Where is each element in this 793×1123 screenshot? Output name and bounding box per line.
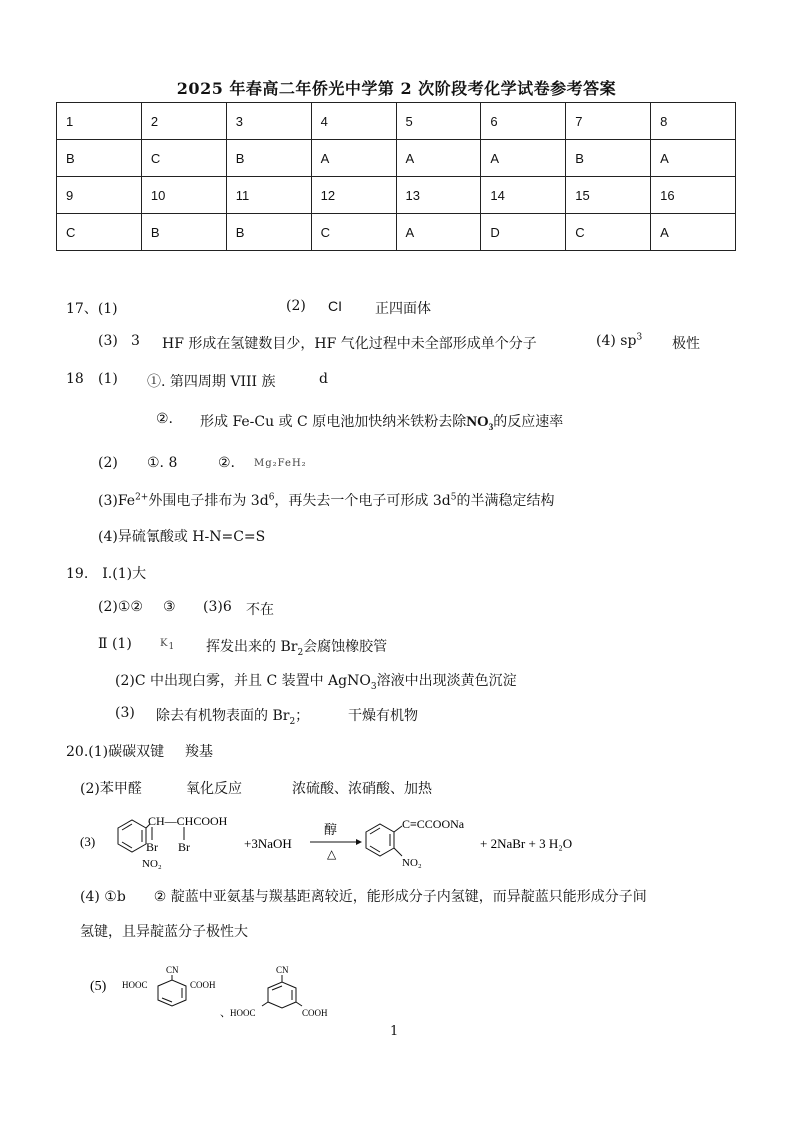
q18-formula: Mg₂FeH₂ xyxy=(254,458,307,469)
condition-alcohol: 醇 xyxy=(324,822,338,837)
q17-part3-explanation: HF 形成在氢键数目少，HF 气化过程中未全部形成单个分子 xyxy=(162,336,537,352)
q20-part2-a: (2)苯甲醛 xyxy=(80,781,142,797)
question-number-cell: 14 xyxy=(481,177,566,214)
q20-reaction-equation xyxy=(76,812,596,878)
q19-ii-part2: (2)C 中出现白雾，并且 C 装置中 AgNO$_3$溶液中出现淡黄色沉淀 xyxy=(115,673,517,692)
page-title: 2025 年春高二年侨光中学第 2 次阶段考化学试卷参考答案 xyxy=(176,79,617,98)
q17-label: 17、(1) xyxy=(66,301,118,317)
answer-cell: D xyxy=(481,214,566,251)
q19-ii-part3-label: (3) xyxy=(115,705,135,721)
answer-cell: A xyxy=(396,140,481,177)
m2-carboxyl-right: COOH xyxy=(302,1008,328,1018)
answer-cell: A xyxy=(481,140,566,177)
q18-block: d xyxy=(319,371,328,387)
answer-cell: B xyxy=(566,140,651,177)
question-number-row xyxy=(57,177,736,214)
question-number-cell: 7 xyxy=(566,103,651,140)
question-number-cell: 4 xyxy=(311,103,396,140)
answer-cell: B xyxy=(141,214,226,251)
answer-row xyxy=(57,214,736,251)
question-number-cell: 13 xyxy=(396,177,481,214)
q20-part4-line1: (4) ①b ② 靛蓝中亚氨基与羰基距离较近，能形成分子内氢键，而异靛蓝只能形成分子间 xyxy=(80,889,647,905)
q19-ii-label: Ⅱ (1) xyxy=(98,636,132,652)
q19-ii-part3-answer: 除去有机物表面的 $Br_2$； xyxy=(156,708,310,727)
question-number-cell: 10 xyxy=(141,177,226,214)
q20-part5-structures xyxy=(86,960,356,1024)
answer-cell: A xyxy=(396,214,481,251)
question-number-cell: 8 xyxy=(651,103,736,140)
q18-period-group: ①. 第四周期 VIII 族 xyxy=(147,374,276,390)
m2-cyano: CN xyxy=(276,965,289,975)
q20-part3-label: (3) xyxy=(80,834,96,849)
answer-row xyxy=(57,140,736,177)
q17-part3-label: (3) xyxy=(98,333,118,349)
question-number-cell: 5 xyxy=(396,103,481,140)
q17-shape: 正四面体 xyxy=(375,301,431,317)
page-number: 1 xyxy=(390,1024,399,1039)
q17-polarity: 极性 xyxy=(672,336,700,352)
m1-cyano: CN xyxy=(166,965,179,975)
answer-cell: B xyxy=(57,140,142,177)
q18-part2-answer1: ①. 8 xyxy=(147,455,178,471)
q20-part1: 20.(1)碳碳双键 xyxy=(66,744,165,760)
q20-part4-line2: 氢键，且异靛蓝分子极性大 xyxy=(80,924,248,940)
q19-part2-answer-b: ③ xyxy=(163,599,176,615)
answer-cell: C xyxy=(566,214,651,251)
question-number-cell: 16 xyxy=(651,177,736,214)
q19-valve: $K_1$ xyxy=(160,638,176,652)
question-number-cell: 1 xyxy=(57,103,142,140)
q17-part4-label: (4) $sp^3$ xyxy=(596,332,643,349)
question-number-cell: 2 xyxy=(141,103,226,140)
q20-part1-b: 羧基 xyxy=(185,744,213,760)
q19-part3-answer: (3)6 xyxy=(203,599,232,615)
question-number-row xyxy=(57,103,736,140)
question-number-cell: 11 xyxy=(226,177,311,214)
q18-part3: $(3)Fe^{2+}$外围电子排布为 $3d^6$，再失去一个电子可形成 $3d^5$的半满稳定结构 xyxy=(98,492,555,509)
reactant-bromine-1: Br xyxy=(146,840,158,854)
product-side-chain: C≡CCOONa xyxy=(402,817,465,831)
question-number-cell: 12 xyxy=(311,177,396,214)
answer-cell: A xyxy=(651,214,736,251)
q18-sub2-answer: 形成 Fe-Cu 或 C 原电池加快纳米铁粉去除$NO_3$的反应速率 xyxy=(200,414,564,432)
question-number-cell: 15 xyxy=(566,177,651,214)
other-products: + 2NaBr + 3 H₂O xyxy=(480,836,573,851)
q18-part1-label: (1) xyxy=(98,371,118,387)
q20-part2-b: 氧化反应 xyxy=(186,781,242,797)
answer-cell: A xyxy=(311,140,396,177)
q19-part3-answer-b: 不在 xyxy=(246,602,274,618)
q17-part2-answer: CI xyxy=(328,298,342,314)
answer-table xyxy=(56,102,736,251)
q20-part5-label: (5) xyxy=(90,979,107,994)
q19-ii-part3-answer-b: 干燥有机物 xyxy=(348,708,418,724)
q17-part2-label: (2) xyxy=(286,298,306,314)
answer-cell: B xyxy=(226,140,311,177)
m2-carboxyl-left: HOOC xyxy=(230,1008,256,1018)
answer-cell: C xyxy=(141,140,226,177)
nitrate-formula: $NO_3$ xyxy=(466,414,494,432)
reactant-side-chain: CH—CHCOOH xyxy=(148,814,228,828)
q18-part2-answer2-label: ②. xyxy=(218,455,236,471)
reactant-bromine-2: Br xyxy=(178,840,190,854)
reactant-nitro: NO₂ xyxy=(142,858,162,870)
q20-part2-c: 浓硫酸、浓硝酸、加热 xyxy=(292,781,432,797)
q19-part1: 19. Ⅰ.(1)大 xyxy=(66,566,147,582)
q18-label: 18 xyxy=(66,371,84,387)
question-number-cell: 3 xyxy=(226,103,311,140)
answer-cell: C xyxy=(311,214,396,251)
m1-carboxyl-right: COOH xyxy=(190,980,216,990)
answer-cell: A xyxy=(651,140,736,177)
answer-cell: B xyxy=(226,214,311,251)
question-number-cell: 6 xyxy=(481,103,566,140)
separator: 、 xyxy=(220,1007,231,1019)
product-nitro: NO₂ xyxy=(402,857,422,869)
reagent-naoh: +3NaOH xyxy=(244,836,292,851)
q18-part4: (4)异硫氰酸或 H-N=C=S xyxy=(98,529,266,545)
question-number-cell: 9 xyxy=(57,177,142,214)
m1-carboxyl-left: HOOC xyxy=(122,980,148,990)
q19-part2-answer: (2)①② xyxy=(98,599,143,615)
q18-sub2-label: ②. xyxy=(156,411,174,427)
q18-part2-label: (2) xyxy=(98,455,118,471)
q17-part3-number: 3 xyxy=(131,333,140,349)
q19-ii-reason: 挥发出来的 $Br_2$会腐蚀橡胶管 xyxy=(206,639,388,658)
answer-cell: C xyxy=(57,214,142,251)
condition-heat: △ xyxy=(327,847,337,861)
